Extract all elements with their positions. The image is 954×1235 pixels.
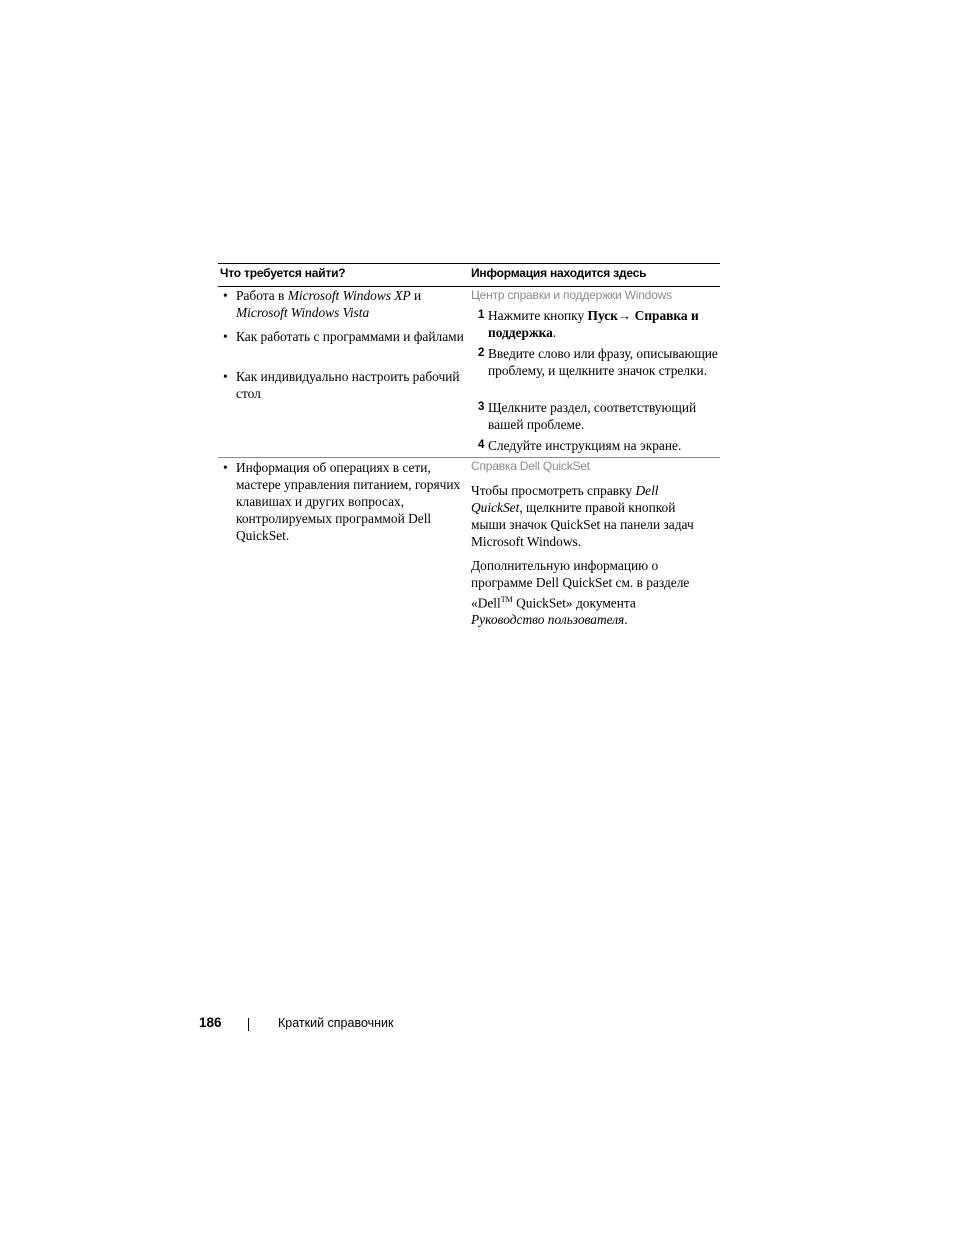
page-number: 186 <box>199 1015 222 1030</box>
footer-divider <box>248 1018 249 1031</box>
table-row <box>218 287 720 458</box>
footer-title: Краткий справочник <box>278 1016 394 1030</box>
step-item: 1 Нажмите кнопку Пуск→ Справка и поддержка. <box>478 308 699 340</box>
step-item: 4 Следуйте инструкциям на экране. <box>478 438 682 453</box>
list-item: • Как индивидуально настроить рабочий стол <box>223 369 460 401</box>
header-what-to-find: Что требуется найти? <box>220 266 346 280</box>
quickset-paragraph: Чтобы просмотреть справку Dell QuickSet, щелкните правой кнопкой мыши значок QuickSet на панели задач Microsoft Windows. <box>471 483 694 549</box>
list-item: • Работа в Microsoft Windows XP и Microsoft Windows Vista <box>223 288 422 320</box>
section-title-quickset-help: Справка Dell QuickSet <box>471 459 590 473</box>
header-where-found: Информация находится здесь <box>471 266 647 280</box>
quickset-more-info: Дополнительную информацию о программе Dell QuickSet см. в разделе «Dell™ QuickSet» документа Руководство пользователя. <box>471 558 690 628</box>
step-item: 3 Щелкните раздел, соответствующий вашей проблеме. <box>478 400 697 432</box>
list-item: • Информация об операциях в сети, мастере управления питанием, горячих клавишах и других вопросах, контролируемых программой Dell QuickSet. <box>223 460 461 543</box>
table-row <box>218 458 720 628</box>
step-item: 2 Введите слово или фразу, описывающие проблему, и щелкните значок стрелки. <box>478 346 718 378</box>
list-item: • Как работать с программами и файлами <box>223 329 464 344</box>
info-table <box>218 263 720 628</box>
section-title-windows-help: Центр справки и поддержки Windows <box>471 288 672 302</box>
table-header <box>218 263 720 287</box>
